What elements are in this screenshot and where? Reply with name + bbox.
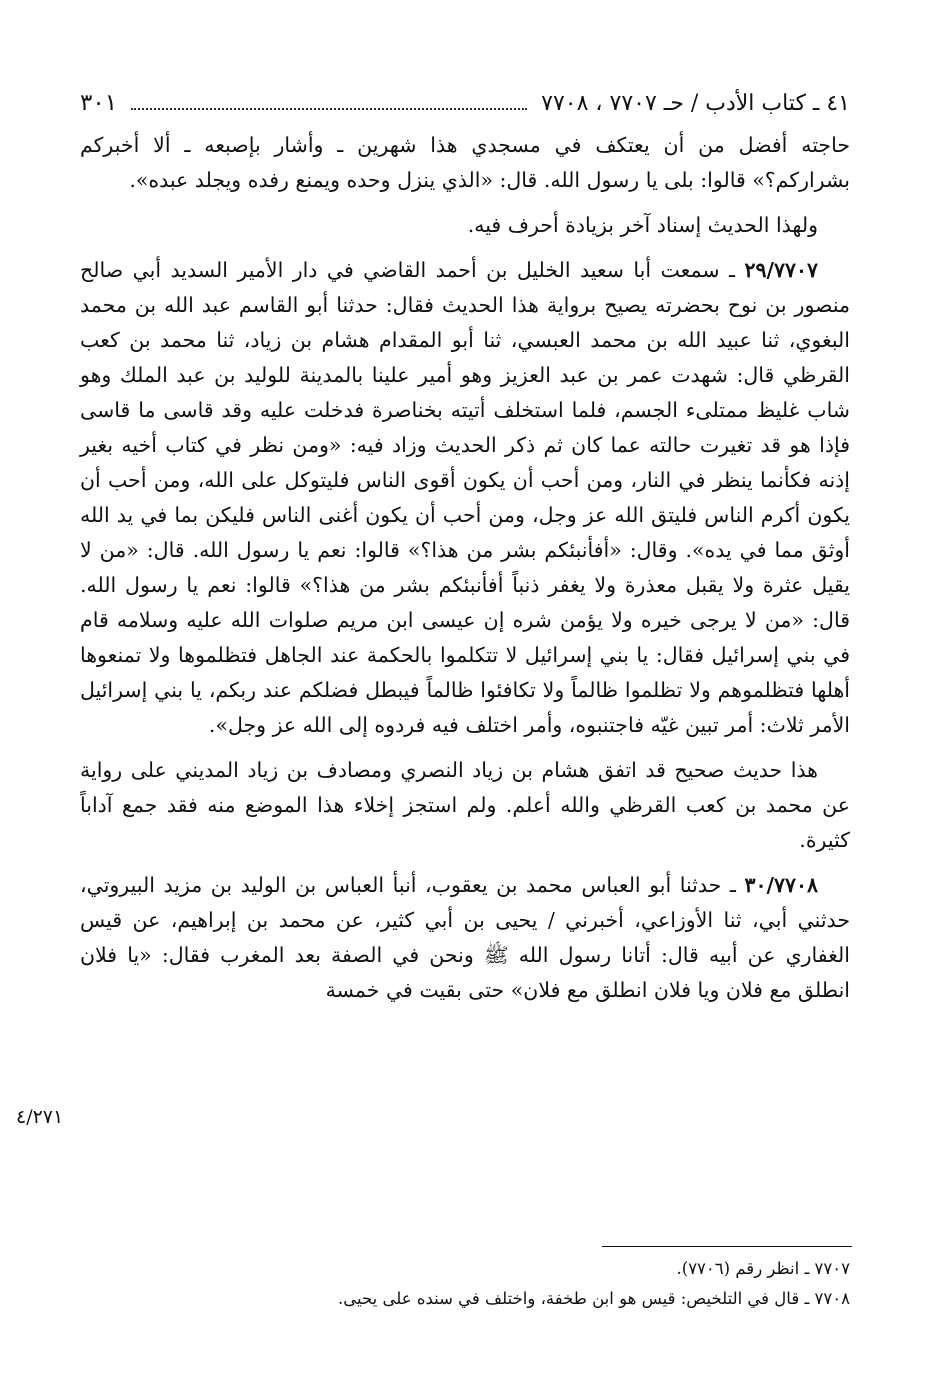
margin-reference: ٤/٢٧١ bbox=[16, 1106, 64, 1128]
main-text bbox=[80, 128, 850, 1018]
paragraph-continuation bbox=[80, 128, 850, 198]
paragraph-text: ـ سمعت أبا سعيد الخليل بن أحمد القاضي في دار الأمير السديد أبي صالح منصور بن نوح بحضرته يصيح برواية هذا الحديث فقال: حدثنا أبو القاسم عبد الله بن محمد البغوي، ثنا عبيد الله بن محمد العبسي، ثنا أبو المقدام هشام بن زياد، ثنا محمد بن كعب القرظي قال: شهدت عمر بن عبد العزيز وهو أمير علينا بالمدينة للوليد بن عبد الملك وهو شاب غليظ ممتلىء الجسم، فلما استخلف أتيته بخناصرة فدخلت عليه وقد قاسى ما قاسى فإذا هو قد تغيرت حالته عما كان ثم ذكر الحديث وزاد فيه: «ومن نظر في كتاب أخيه بغير إذنه فكأنما ينظر في النار، ومن أحب أن يكون أقوى الناس فليتوكل على الله، ومن أحب أن يكون أكرم الناس فليتق الله عز وجل، ومن أحب أن يكون أغنى الناس فليكن بما في يد الله أوثق مما في يده». وقال: «أفأنبئكم بشر من هذا؟» قالوا: نعم يا رسول الله. قال: «من لا يقيل عثرة ولا يقبل معذرة ولا يغفر ذنباً أفأنبئكم بشر من هذا؟» قالوا: نعم يا رسول الله. قال: «من لا يرجى خيره ولا يؤمن شره إن عيسى ابن مريم صلوات الله عليه وسلامه قام في بني إسرائيل فقال: يا بني إسرائيل لا تتكلموا بالحكمة عند الجاهل فتظلموها ولا تمنعوها أهلها فتظلموهم ولا تظلموا ظالماً ولا تكافئوا ظالماً فيبطل فضلكم عند ربكم، يا بني إسرائيل الأمر ثلاث: أمر تبين غيّه فاجتنبوه، وأمر اختلف فيه فردوه إلى الله عز وجل». bbox=[80, 258, 850, 737]
footnote-item: ٧٧٠٧ ـ انظر رقم (٧٧٠٦). bbox=[676, 1259, 850, 1278]
footnotes bbox=[80, 1254, 850, 1314]
paragraph-isnad-note bbox=[80, 208, 850, 243]
paragraph-text: حاجته أفضل من أن يعتكف في مسجدي هذا شهرين ـ وأشار بإصبعه ـ ألا أخبركم بشراركم؟» قالوا: بلى يا رسول الله. قال: «الذي ينزل وحده ويمنع رفده ويجلد عبده». bbox=[80, 133, 850, 192]
hadith-number: ٣٠/٧٧٠٨ bbox=[744, 873, 818, 897]
page-number: ٣٠١ bbox=[80, 90, 118, 116]
hadith-number: ٢٩/٧٧٠٧ bbox=[744, 258, 818, 282]
hadith-7708 bbox=[80, 868, 850, 1008]
hadith-7707 bbox=[80, 253, 850, 743]
paragraph-text: ولهذا الحديث إسناد آخر بزيادة أحرف فيه. bbox=[467, 213, 818, 237]
paragraph-text: هذا حديث صحيح قد اتفق هشام بن زياد النصري ومصادف بن زياد المديني على رواية عن محمد بن كعب القرظي والله أعلم. ولم استجز إخلاء هذا الموضع منه فقد جمع آداباً كثيرة. bbox=[80, 758, 850, 852]
paragraph-grading bbox=[80, 753, 850, 858]
header-dot-leader bbox=[131, 108, 527, 110]
page-header bbox=[80, 78, 850, 116]
footnote-separator bbox=[602, 1246, 852, 1247]
footnote-item: ٧٧٠٨ ـ قال في التلخيص: قيس هو ابن طخفة، واختلف في سنده على يحيى. bbox=[338, 1289, 850, 1308]
paragraph-text: ـ حدثنا أبو العباس محمد بن يعقوب، أنبأ العباس بن الوليد بن مزيد البيروتي، حدثني أبي، ثنا الأوزاعي، أخبرني / يحيى بن أبي كثير، عن محمد بن إبراهيم، عن قيس الغفاري عن أبيه قال: أتانا رسول الله ﷺ ونحن في الصفة بعد المغرب فقال: «يا فلان انطلق مع فلان ويا فلان انطلق مع فلان» حتى بقيت في خمسة bbox=[80, 873, 850, 1002]
running-title: ٤١ ـ كتاب الأدب / حـ ٧٧٠٧ ، ٧٧٠٨ bbox=[541, 91, 850, 116]
